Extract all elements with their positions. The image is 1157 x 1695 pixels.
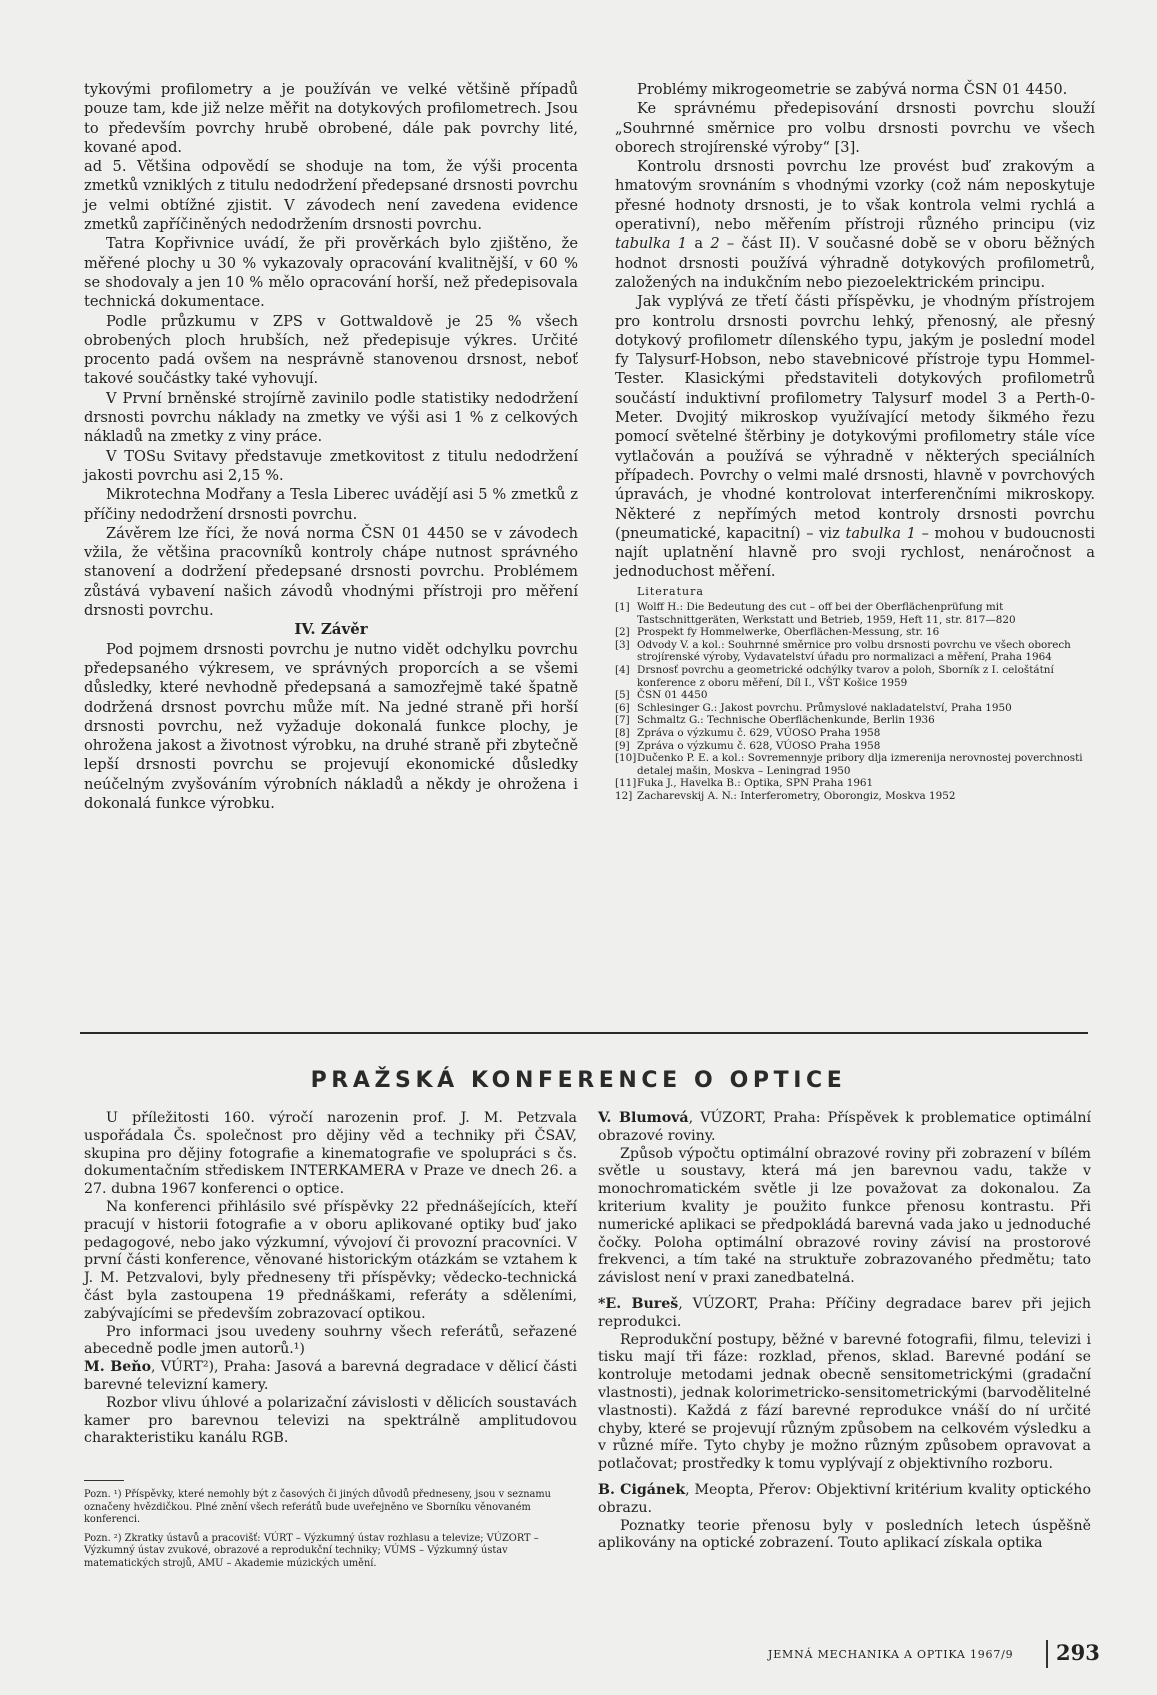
entry-heading: [598, 1110, 1091, 1146]
reference-number: [11]: [615, 777, 637, 790]
reference-text: Prospekt fy Hommelwerke, Oberflächen-Messung, str. 16: [637, 626, 940, 639]
top-right-column: [615, 80, 1095, 803]
reference-text: Zpráva o výzkumu č. 629, VÚOSO Praha 1958: [637, 726, 881, 739]
paragraph: Mikrotechna Modřany a Tesla Liberec uvádějí asi 5 % zmetků z příčiny nedodržení drsnosti povrchu.: [84, 486, 578, 523]
reference-item: [615, 664, 1095, 689]
entry-title: , VÚZORT, Praha: Příspěvek k problematice optimální obrazové roviny.: [598, 1110, 1092, 1144]
entry-title: , VÚZORT, Praha: Příčiny degradace barev při jejich reprodukci.: [598, 1295, 1091, 1330]
bottom-right-column: [598, 1110, 1091, 1553]
author-name: M. Beňo: [84, 1359, 152, 1376]
footnote: Pozn. ¹) Příspěvky, které nemohly být z časových či jiných důvodů předneseny, jsou v seznamu označeny hvězdičkou. Plné znění všech referátů bude uveřejněno ve Sborníku věnovaném konferenci.: [84, 1489, 551, 1525]
paragraph: Pro informaci jsou uvedeny souhrny všech referátů, seřazené abecedně podle jmen autorů.¹): [84, 1323, 577, 1358]
reference-number: 12]: [615, 789, 633, 802]
literature-heading: Literatura: [637, 584, 704, 598]
reference-number: [8]: [615, 726, 630, 739]
reference-number: [10]: [615, 752, 637, 765]
footer-divider: [1046, 1640, 1048, 1668]
reference-text: Fuka J., Havelka B.: Optika, SPN Praha 1961: [637, 777, 874, 790]
paragraph: Závěrem lze říci, že nová norma ČSN 01 4450 se v závodech vžila, že většina pracovníků kontroly chápe nutnost správného stanovení a dodržení předepsané drsnosti povrchu. Problémem zůstává vybavení našich závodů vhodnými přístroji pro měření drsnosti povrchu.: [84, 524, 578, 620]
journal-footer: JEMNÁ MECHANIKA A OPTIKA 1967/9: [768, 1648, 1014, 1661]
paragraph: Reprodukční postupy, běžné v barevné fotografii, filmu, televizi i tisku mají tři fáze: rozklad, přenos, sklad. Barevné podání se kontroluje metodami jednak obecně sensitometrickými (gradační vlastnosti), jednak kolorimetricko-sensitometrickými (barvodělitelné vlastnosti). Každá z fází barevné reprodukce vnáší do ní určité chyby, které se projevují různým způsobem na celkovém výsledku a v různé míře. Tyto chyby je možno různým způsobem opravovat a potlačovat; prostředky k tomu vyplývají z objektivního rozboru.: [598, 1331, 1091, 1473]
author-name: *E. Bureš: [598, 1295, 679, 1312]
text-run: Jak vyplývá ze třetí části příspěvku, je vhodným přístrojem pro kontrolu drsnosti povrchu lehký, přenosný, ale přesný dotykový profilometr dílenského typu, jakým je poslední model fy Talysurf-Hobson, nebo stavebnicové přístroje typu Hommel-Tester. Klasickými představiteli dotykových profilometrů součástí induktivní profilometry Talysurf model 3 a Perth-0-Meter. Dvojitý mikroskop využívající metody šikmého řezu pomocí světelné štěrbiny je dotykovými profilometry stále více vytlačován a používá se výhradně v některých speciálních případech. Povrchy o velmi malé drsnosti, hlavně v povrchových úpravách, je vhodné kontrolovat interferenčními mikroskopy. Některé z nepřímých metod kontroly drsnosti povrchu (pneumatické, kapacitní) – viz: [615, 293, 1095, 542]
entry-title: , Meopta, Přerov: Objektivní kritérium kvality optického obrazu.: [598, 1481, 1091, 1516]
reference-number: [3]: [615, 638, 630, 651]
table-reference: tabulka 1: [845, 524, 916, 542]
author-name: V. Blumová: [598, 1110, 689, 1126]
reference-item: [615, 777, 1095, 790]
paragraph: U příležitosti 160. výročí narozenin prof. J. M. Petzvala uspořádala Čs. společnost pro dějiny věd a techniky při ČSAV, skupina pro dějiny fotografie a kinematografie ve spolupráci s čs. dokumentačním střediskem INTERKAMERA v Praze ve dnech 26. a 27. dubna 1967 konferenci o optice.: [84, 1110, 577, 1198]
reference-number: [6]: [615, 701, 630, 714]
reference-text: Schlesinger G.: Jakost povrchu. Průmyslové nakladatelství, Praha 1950: [637, 701, 1012, 714]
reference-text: Dučenko P. E. a kol.: Sovremennyje pribory dlja izmerenija nerovnostej poverchnosti detalej mašin, Moskva – Leningrad 1950: [637, 752, 1083, 777]
spacer: [598, 1474, 1091, 1482]
paragraph: [615, 157, 1095, 292]
paragraph: Tatra Kopřivnice uvádí, že při prověrkách bylo zjištěno, že měřené plochy u 30 % vykazovaly opracování kvalitnější, v 60 % se shodovaly a jen 10 % mělo opracování horší, než předepisovala technická dokumentace.: [84, 235, 578, 311]
reference-text: Zacharevskij A. N.: Interferometry, Oborongiz, Moskva 1952: [637, 789, 956, 802]
author-name: B. Cigánek: [598, 1481, 686, 1498]
table-reference: tabulka 1: [615, 235, 688, 253]
reference-item: [615, 727, 1095, 740]
reference-item: [615, 752, 1095, 777]
entry-heading: [84, 1359, 577, 1395]
paragraph: Na konferenci přihlásilo své příspěvky 22 přednášejících, kteří pracují v historii fotografie a v oboru aplikované optiky buď jako pedagogové, nebo jako výzkumní, vývojoví či provozní pracovníci. V první části konference, věnované historickým otázkám se vztahem k J. M. Petzvalovi, byly předneseny tři příspěvky; vědecko-technická část byla zastoupena 19 přednáškami, referáty a sděleními, zabývajícími se především zobrazovací optikou.: [84, 1198, 577, 1322]
footnote: Pozn. ²) Zkratky ústavů a pracovišť: VÚRT – Výzkumný ústav rozhlasu a televize; VÚZORT – Výzkumný ústav zvukové, obrazové a reprodukční techniky; VÚMS – Výzkumný ústav matematických strojů, AMU – Akademie múzických umění.: [84, 1532, 539, 1569]
section-divider: [80, 1032, 1088, 1034]
reference-text: Zpráva o výzkumu č. 628, VÚOSO Praha 1958: [637, 739, 881, 752]
page-number: 293: [1056, 1640, 1100, 1665]
section-heading: IV. Závěr: [294, 620, 368, 639]
bottom-left-column: [84, 1110, 577, 1448]
top-left-column: [84, 80, 578, 813]
paragraph: Problémy mikrogeometrie se zabývá norma ČSN 01 4450.: [637, 81, 1068, 98]
paragraph: ad 5. Většina odpovědí se shoduje na tom, že výši procenta zmetků vzniklých z titulu nedodržení předepsané drsnosti povrchu je velmi obtížné zjistit. V závodech není zavedena evidence zmetků zapříčiněných nedodržením drsnosti povrchu.: [84, 158, 578, 234]
reference-number: [1]: [615, 601, 630, 614]
reference-item: [615, 702, 1095, 715]
reference-number: [5]: [615, 689, 630, 702]
paragraph: Rozbor vlivu úhlové a polarizační závislosti v dělicích soustavách kamer pro barevnou televizi na spektrálně amplitudovou charakteristiku kanálu RGB.: [84, 1394, 577, 1447]
text-run: – část II). V současné době se v oboru běžných hodnot drsnosti používá výhradně dotykových profilometrů, založených na indukčním nebo piezoelektrickém principu.: [615, 235, 1095, 291]
reference-item: [615, 714, 1095, 727]
paragraph: tykovými profilometry a je používán ve velké většině případů pouze tam, kde již nelze měřit na dotykových profilometrech. Jsou to především povrchy hrubě obrobené, dále pak povrchy lité, kované apod.: [84, 81, 578, 156]
reference-number: [9]: [615, 739, 630, 752]
text-run: Kontrolu drsnosti povrchu lze provést buď zrakovým a hmatovým srovnáním s vhodnými vzorky (což nám neposkytuje přesné hodnoty drsnosti, je to však kontrola velmi rychlá a operativní), nebo měřením přístroji různého principu (viz: [615, 158, 1095, 234]
reference-item: [615, 740, 1095, 753]
paragraph: Ke správnému předepisování drsnosti povrchu slouží „Souhrnné směrnice pro volbu drsnosti povrchu ve všech oborech strojírenské výroby“ [3].: [615, 100, 1095, 156]
article-title: PRAŽSKÁ KONFERENCE O OPTICE: [310, 1068, 847, 1093]
paragraph: V TOSu Svitavy představuje zmetkovitost z titulu nedodržení jakosti povrchu asi 2,15 %.: [84, 447, 578, 484]
table-reference: 2: [710, 235, 720, 253]
paragraph: Poznatky teorie přenosu byly v posledních letech úspěšně aplikovány na optické zobrazení. Touto aplikací získala optika: [598, 1517, 1091, 1552]
reference-item: [615, 601, 1095, 626]
paragraph: V První brněnské strojírně zavinilo podle statistiky nedodržení drsnosti povrchu náklady na zmetky ve výši asi 1 % z celkových nákladů na zmetky z viny práce.: [84, 389, 578, 446]
entry-heading: [598, 1296, 1091, 1332]
reference-item: [615, 626, 1095, 639]
reference-item: [615, 639, 1095, 664]
reference-text: Wolff H.: Die Bedeutung des cut – off bei der Oberflächenprüfung mit Tastschnittgeräten, Werkstatt und Betrieb, 1959, Heft 11, str. 817—820: [637, 601, 1016, 626]
reference-text: Drsnosť povrchu a geometrické odchýlky tvarov a poloh, Sborník z I. celoštátní konference z oboru měření, Díl I., VŠT Košice 1959: [637, 663, 1054, 689]
reference-number: [7]: [615, 714, 630, 727]
spacer: [598, 1288, 1091, 1296]
reference-item: [615, 689, 1095, 702]
reference-text: Schmaltz G.: Technische Oberflächenkunde, Berlin 1936: [637, 714, 935, 727]
paragraph: Podle průzkumu v ZPS v Gottwaldově je 25 % všech obrobených ploch hrubších, než předepisuje výkres. Určité procento padá ovšem na nesprávně stanovenou drsnost, neboť takové součástky také vyhovují.: [84, 312, 578, 388]
entry-heading: [598, 1482, 1091, 1518]
footnotes: [84, 1480, 574, 1576]
paragraph: Způsob výpočtu optimální obrazové roviny při zobrazení v bílém světle u soustavy, která má jen barevnou vadu, takže v monochromatickém světle ji lze považovat za dokonalou. Za kriterium kvality je použito funkce přenosu kontrastu. Při numerické aplikaci se předpokládá barevná vada jako u jednoduché čočky. Poloha optimální obrazové roviny závisí na prostorové frekvenci, a tím také na struktuře zobrazovaného předmětu; tato závislost není v praxi zanedbatelná.: [598, 1145, 1091, 1287]
footnote-separator: [84, 1480, 124, 1481]
reference-text: Odvody V. a kol.: Souhrnné směrnice pro volbu drsnosti povrchu ve všech oborech strojírenské výroby, Vydavatelství úřadu pro normalizaci a měření, Praha 1964: [637, 638, 1071, 664]
reference-list: [615, 601, 1095, 803]
reference-item: [615, 790, 1095, 803]
paragraph: Pod pojmem drsnosti povrchu je nutno vidět odchylku povrchu předepsaného výkresem, ve správných proporcích a se všemi důsledky, které nevhodně předepsaná a samozřejmě také špatně dodržená drsnost povrchu může mít. Na jedné straně při horší drsnosti povrchu, než vyžaduje dokonalá funkce plochy, je ohrožena jakost a životnost výrobku, na druhé straně při zbytečně lepší drsnosti povrchu se projevují ekonomické důsledky neúčelným zvyšováním výrobních nákladů a někdy je ohrožena i dokonalá funkce výrobku.: [84, 640, 578, 812]
reference-number: [2]: [615, 626, 630, 639]
entry-title: , VÚRT²), Praha: Jasová a barevná degradace v dělicí části barevné televizní kamery.: [84, 1359, 577, 1393]
paragraph: [615, 292, 1095, 581]
reference-text: ČSN 01 4450: [637, 689, 708, 702]
text-run: – mohou v budoucnosti najít uplatnění hlavně pro svoji rychlost, nenáročnost a jednoduchost měření.: [615, 524, 1095, 581]
text-run: a: [687, 235, 711, 253]
reference-number: [4]: [615, 663, 630, 676]
